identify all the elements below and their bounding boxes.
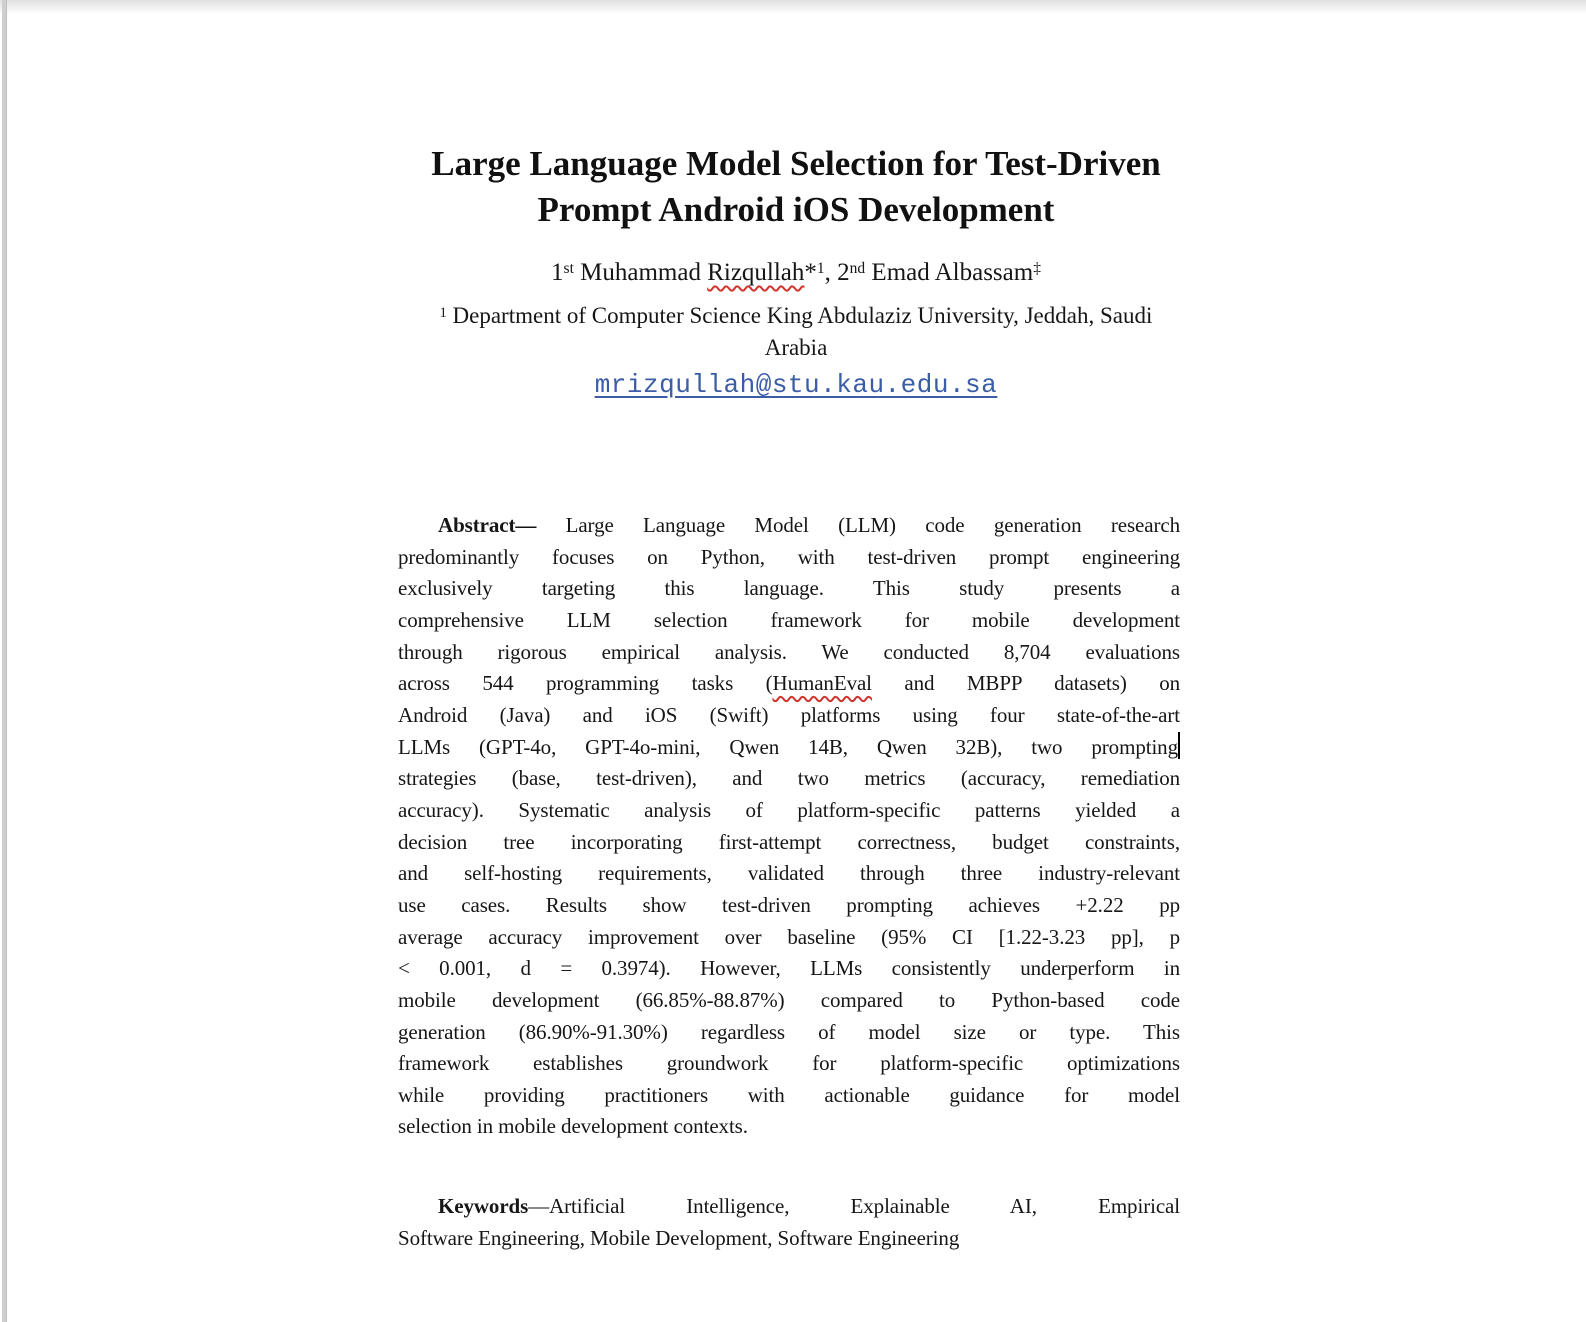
abstract-text: and MBPP datasets) on [871,671,1180,696]
keywords-paragraph [398,1191,1180,1254]
paper-title-line-2: Prompt Android iOS Development [537,190,1055,229]
abstract-line: mobile development (66.85%-88.87%) compared to Python-based code [398,987,1180,1012]
abstract-line: decision tree incorporating first-attempt correctness, budget constraints, [398,829,1180,854]
keywords-text: —Artificial Intelligence, Explainable AI, Empirical [528,1194,1180,1218]
paper-header [396,141,1196,402]
abstract-text: LLMs (GPT-4o, GPT-4o-mini, Qwen 14B, Qwen 32B), two prompting [398,734,1178,759]
text-cursor [1178,732,1180,759]
abstract-line: predominantly focuses on Python, with test-driven prompt engineering [398,544,1180,569]
author2-name: Emad Albassam [865,259,1034,286]
canvas-top-shadow [0,0,1586,14]
abstract-line: through rigorous empirical analysis. We conducted 8,704 evaluations [398,639,1180,664]
abstract-paragraph [398,510,1180,1143]
abstract-line: framework establishes groundwork for platform-specific optimizations [398,1051,1180,1076]
abstract-label: Abstract— [438,513,537,537]
abstract-line: comprehensive LLM selection framework for mobile development [398,607,1180,632]
abstract-line: exclusively targeting this language. This study presents a [398,576,1180,601]
author1-given-name: Muhammad [573,259,708,286]
abstract-line: strategies (base, test-driven), and two metrics (accuracy, remediation [398,766,1180,791]
abstract-line: < 0.001, d = 0.3974). However, LLMs consistently underperform in [398,956,1180,981]
abstract-text: Large Language Model (LLM) code generation research [536,513,1180,537]
abstract-line [398,510,1180,542]
author2-order-suffix: nd [849,260,866,278]
keywords-line [398,1191,1180,1223]
email-line [396,368,1196,402]
abstract-line: Android (Java) and iOS (Swift) platforms using four state-of-the-art [398,702,1180,727]
abstract-line: use cases. Results show test-driven prompting achieves +2.22 pp [398,892,1180,917]
affiliation-line-1 [396,300,1196,332]
keywords-line: Software Engineering, Mobile Development, Software Engineering [398,1225,960,1250]
author1-order-suffix: st [563,260,574,278]
abstract-line: generation (86.90%-91.30%) regardless of model size or type. This [398,1019,1180,1044]
author1-order: 1 [551,259,564,286]
abstract-line: selection in mobile development contexts. [398,1114,748,1139]
author2-dagger-mark: ‡ [1033,260,1041,278]
misspelled-word-humaneval: HumanEval [772,671,872,696]
keywords-label: Keywords [438,1194,529,1218]
abstract-line: and self-hosting requirements, validated through three industry-relevant [398,861,1180,886]
author1-surname-misspelled: Rizqullah [707,259,805,286]
abstract-line: accuracy). Systematic analysis of platform-specific patterns yielded a [398,797,1180,822]
abstract-text: across 544 programming tasks ( [398,671,773,696]
abstract-line: while providing practitioners with actionable guidance for model [398,1082,1180,1107]
paper-title-line-1: Large Language Model Selection for Test-Driven [431,144,1161,183]
abstract-line: average accuracy improvement over baseline (95% CI [1.22-3.23 pp], p [398,924,1180,949]
affiliation-mark: 1 [439,304,447,321]
affiliation-text: Department of Computer Science King Abdulaziz University, Jeddah, Saudi [446,303,1153,328]
author-separator: , [824,259,838,286]
author-line [396,256,1196,290]
author1-star-mark: * [804,259,817,286]
author1-affiliation-mark: 1 [816,260,825,278]
abstract-line [398,668,1180,700]
affiliation-line-2: Arabia [764,335,828,360]
email-link[interactable]: mrizqullah@stu.kau.edu.sa [594,370,998,400]
author2-order: 2 [837,259,850,286]
abstract-line [398,732,1180,764]
canvas-left-edge [2,0,7,1322]
